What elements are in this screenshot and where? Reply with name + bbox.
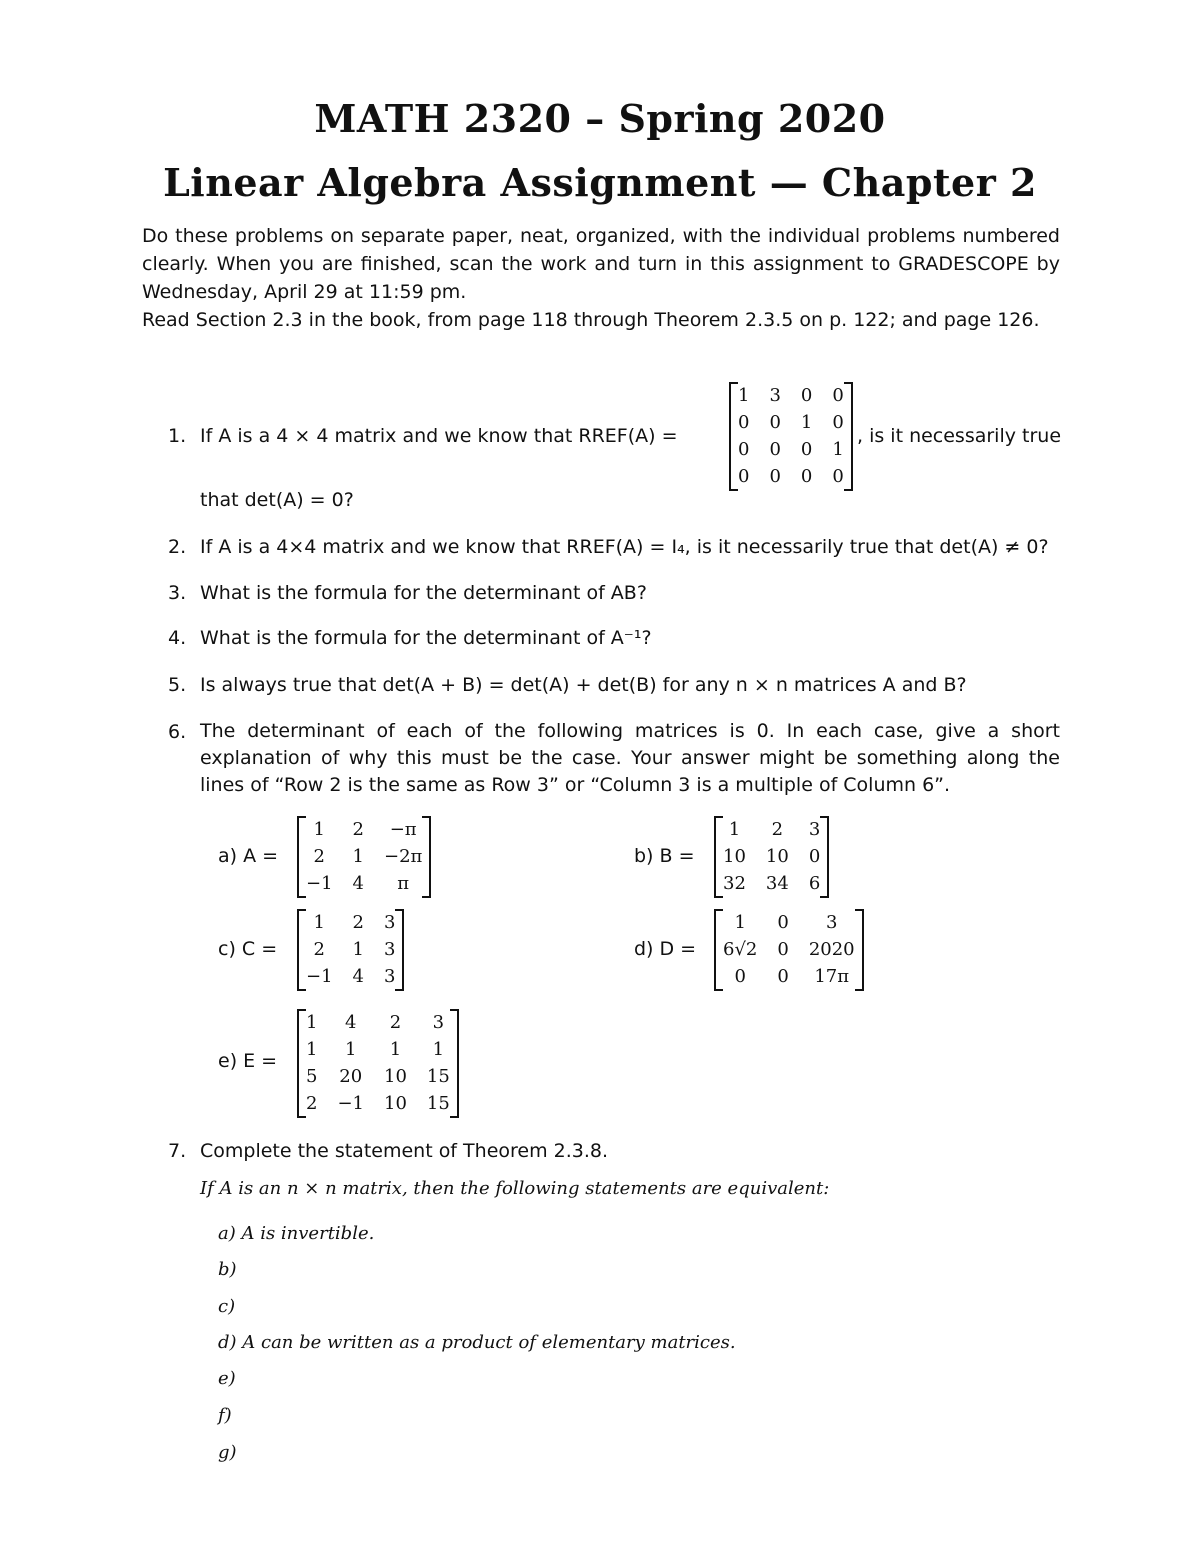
matrix-entry: 0 — [800, 385, 813, 406]
matrix-entry: 1 — [728, 819, 741, 840]
matrix-c — [297, 909, 404, 991]
matrix-entry: 1 — [800, 412, 813, 433]
matrix-entry: 34 — [765, 873, 789, 894]
matrix-entry: −1 — [337, 1093, 364, 1114]
matrix-c-label: c) C = — [218, 938, 278, 960]
matrix-entry: 3 — [826, 912, 838, 933]
matrix-entry: 0 — [808, 846, 821, 867]
matrix-entry: 1 — [313, 912, 325, 933]
course-title: MATH 2320 – Spring 2020 — [314, 96, 886, 141]
matrix-entry: 2 — [771, 819, 784, 840]
matrix-entry: −π — [389, 819, 417, 840]
matrix-entry: 6 — [808, 873, 821, 894]
reading-paragraph: Read Section 2.3 in the book, from page 118 through Theorem 2.3.5 on p. 122; and page 126. — [142, 309, 1040, 331]
matrix-entry: 3 — [384, 939, 396, 960]
matrix-d — [714, 909, 864, 991]
problem-number: 1. — [168, 425, 187, 447]
theorem-item-g: g) — [218, 1442, 237, 1463]
matrix-entry: 32 — [723, 873, 746, 894]
matrix-entry: 0 — [832, 466, 844, 487]
matrix-entry: 10 — [765, 846, 789, 867]
matrix-entry: 17π — [814, 966, 850, 987]
theorem-item-c: c) — [218, 1296, 236, 1317]
matrix-entry: 2 — [352, 819, 364, 840]
matrix-entry: 4 — [352, 966, 364, 987]
matrix-b — [714, 816, 829, 898]
theorem-item-d: d) A can be written as a product of elementary matrices. — [218, 1332, 736, 1353]
problem-3-text: What is the formula for the determinant of AB? — [200, 582, 647, 604]
matrix-d-label: d) D = — [634, 938, 697, 960]
matrix-entry: 3 — [384, 966, 396, 987]
theorem-statement: If A is an n × n matrix, then the following statements are equivalent: — [200, 1178, 830, 1199]
problem-4-text: What is the formula for the determinant of A⁻¹? — [200, 627, 652, 649]
matrix-entry: 10 — [384, 1066, 407, 1087]
matrix-entry: 4 — [345, 1012, 357, 1033]
matrix-entry: 6√2 — [723, 939, 758, 960]
problem-number: 5. — [168, 674, 187, 696]
matrix-entry: 0 — [738, 466, 750, 487]
matrix-entry: 0 — [734, 966, 746, 987]
matrix-entry: 0 — [832, 412, 844, 433]
matrix-entry: 0 — [769, 412, 781, 433]
matrix-e-label: e) E = — [218, 1050, 278, 1072]
matrix-entry: 15 — [426, 1066, 450, 1087]
matrix-entry: 1 — [352, 939, 364, 960]
matrix-entry: 15 — [426, 1093, 450, 1114]
matrix-entry: 1 — [738, 385, 750, 406]
matrix-entry: 3 — [769, 385, 781, 406]
matrix-entry: −1 — [306, 966, 333, 987]
assignment-title: Linear Algebra Assignment — Chapter 2 — [163, 160, 1037, 205]
matrix-entry: 10 — [723, 846, 746, 867]
matrix-entry: 0 — [738, 439, 750, 460]
matrix-a-label: a) A = — [218, 845, 279, 867]
problem-5-text: Is always true that det(A + B) = det(A) + det(B) for any n × n matrices A and B? — [200, 674, 967, 696]
matrix-entry: 0 — [777, 966, 789, 987]
matrix-entry: 1 — [734, 912, 746, 933]
matrix-entry: 2 — [313, 846, 325, 867]
matrix-entry: 3 — [808, 819, 821, 840]
matrix-b-label: b) B = — [634, 845, 695, 867]
matrix-entry: 3 — [432, 1012, 445, 1033]
matrix-entry: 0 — [800, 466, 813, 487]
matrix-entry: 2 — [313, 939, 325, 960]
matrix-entry: 0 — [777, 939, 789, 960]
matrix-entry: 0 — [832, 385, 844, 406]
matrix-entry: 2 — [306, 1093, 318, 1114]
matrix-a — [297, 816, 431, 898]
matrix-entry: 2 — [389, 1012, 402, 1033]
matrix-entry: 1 — [832, 439, 844, 460]
matrix-entry: 4 — [352, 873, 364, 894]
problem-number: 3. — [168, 582, 187, 604]
theorem-item-f: f) — [218, 1405, 232, 1426]
matrix-entry: 0 — [800, 439, 813, 460]
instructions-paragraph: Do these problems on separate paper, neat, organized, with the individual problems numbered clearly. When you are finished, scan the work and turn in this assignment to GRADESCOPE by Wednesday, April 29 at 11:59 pm. — [142, 225, 1060, 303]
matrix-entry: 0 — [738, 412, 750, 433]
problem-6-text: The determinant of each of the following matrices is 0. In each case, give a short explanation of why this must be the case. Your answer might be something along the lines of “Row 2 is the same as Row 3” or “Column 3 is a multiple of Column 6”. — [200, 720, 1060, 796]
matrix-entry: π — [397, 873, 410, 894]
matrix-entry: 3 — [384, 912, 396, 933]
problem-1-continuation: that det(A) = 0? — [200, 489, 354, 511]
theorem-item-b: b) — [218, 1259, 237, 1280]
matrix-entry: 0 — [769, 439, 781, 460]
matrix-entry: 10 — [384, 1093, 407, 1114]
matrix-entry: 2020 — [808, 939, 855, 960]
problem-7-text: Complete the statement of Theorem 2.3.8. — [200, 1140, 609, 1162]
rref-matrix — [729, 382, 853, 491]
matrix-entry: 1 — [432, 1039, 445, 1060]
problem-1-text-end: , is it necessarily true — [857, 425, 1062, 447]
matrix-entry: 0 — [777, 912, 789, 933]
problem-number: 7. — [168, 1140, 187, 1162]
problem-1-text: If A is a 4 × 4 matrix and we know that RREF(A) = — [200, 425, 678, 447]
matrix-entry: 1 — [306, 1039, 318, 1060]
matrix-entry: −1 — [306, 873, 333, 894]
matrix-entry: 1 — [306, 1012, 318, 1033]
problem-number: 2. — [168, 536, 187, 558]
matrix-entry: −2π — [384, 846, 423, 867]
matrix-entry: 1 — [352, 846, 364, 867]
matrix-e — [297, 1009, 459, 1118]
theorem-item-a: a) A is invertible. — [218, 1223, 375, 1244]
matrix-entry: 1 — [345, 1039, 357, 1060]
problem-number: 4. — [168, 627, 187, 649]
matrix-entry: 1 — [313, 819, 325, 840]
theorem-item-e: e) — [218, 1368, 236, 1389]
matrix-entry: 0 — [769, 466, 781, 487]
matrix-entry: 1 — [389, 1039, 402, 1060]
matrix-entry: 5 — [306, 1066, 318, 1087]
problem-2-text: If A is a 4×4 matrix and we know that RREF(A) = I₄, is it necessarily true that det(A) ≠ 0? — [200, 536, 1049, 558]
matrix-entry: 2 — [352, 912, 364, 933]
matrix-entry: 20 — [339, 1066, 363, 1087]
problem-number: 6. — [168, 721, 187, 743]
